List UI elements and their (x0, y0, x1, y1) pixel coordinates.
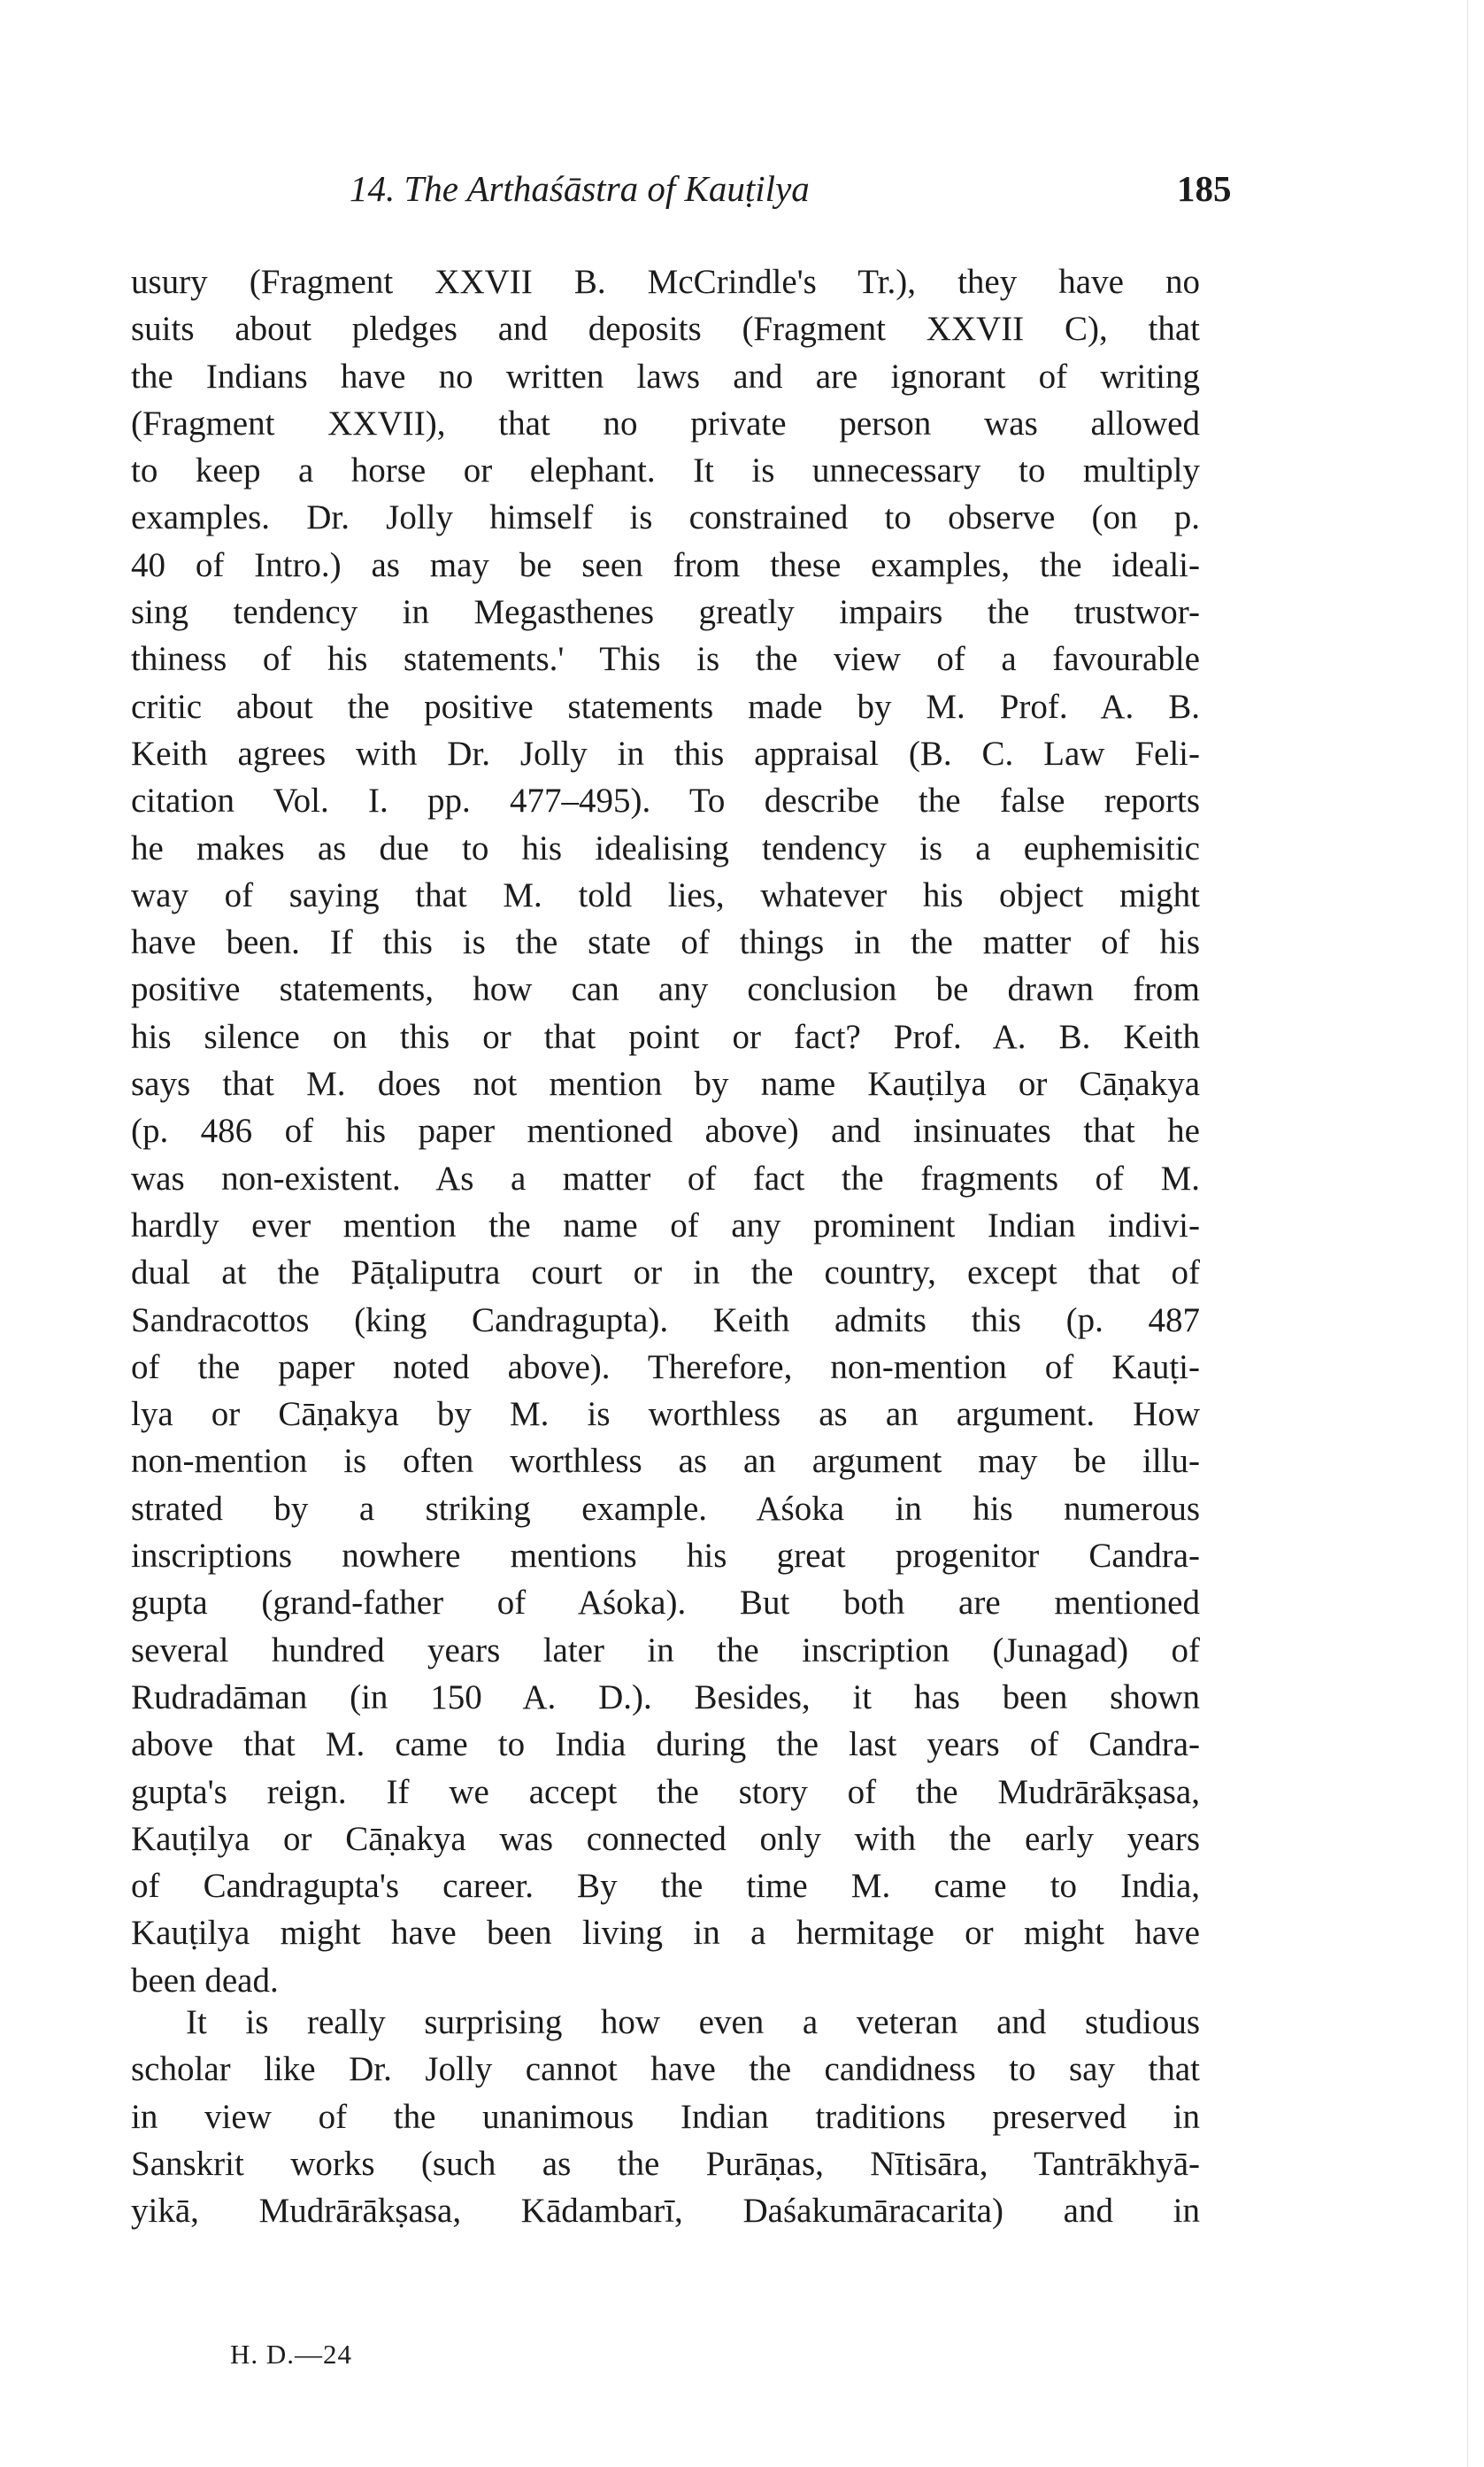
text-line: in view of the unanimous Indian traditions preserved in (131, 2097, 1200, 2136)
text-line: to keep a horse or elephant. It is unnecessary to multiply (131, 451, 1200, 490)
text-line: citation Vol. I. pp. 477–495). To describe the false reports (131, 782, 1200, 821)
text-line: he makes as due to his idealising tendency is a euphemisitic (131, 829, 1200, 867)
text-line: above that M. came to India during the last years of Candra- (131, 1725, 1200, 1764)
text-line: of the paper noted above). Therefore, non-mention of Kauṭi- (131, 1347, 1200, 1386)
text-line: thiness of his statements.' This is the view of a favourable (131, 640, 1200, 679)
running-header: 14. The Arthaśāstra of Kauṭilya (350, 168, 810, 209)
text-line: dual at the Pāṭaliputra court or in the country, except that of (131, 1253, 1200, 1292)
text-line: yikā, Mudrārākṣasa, Kādambarī, Daśakumāracarita) and in (131, 2192, 1200, 2231)
text-line: strated by a striking example. Aśoka in his numerous (131, 1489, 1200, 1528)
text-line: inscriptions nowhere mentions his great progenitor Candra- (131, 1537, 1200, 1576)
text-line: have been. If this is the state of things in the matter of his (131, 923, 1200, 962)
text-line: 40 of Intro.) as may be seen from these examples, the ideali- (131, 545, 1200, 584)
text-line: several hundred years later in the inscription (Junagad) of (131, 1631, 1200, 1669)
text-line: It is really surprising how even a veteran and studious (186, 2003, 1200, 2041)
text-line: (Fragment XXVII), that no private person was allowed (131, 404, 1200, 443)
text-line: his silence on this or that point or fact? Prof. A. B. Keith (131, 1017, 1200, 1056)
text-line: hardly ever mention the name of any prominent Indian indivi- (131, 1206, 1200, 1245)
text-line: lya or Cāṇakya by M. is worthless as an argument. How (131, 1395, 1200, 1434)
text-line: non-mention is often worthless as an argument may be illu- (131, 1442, 1200, 1481)
signature-mark: H. D.—24 (230, 2339, 353, 2370)
text-line: positive statements, how can any conclusion be drawn from (131, 970, 1200, 1009)
text-line: Rudradāman (in 150 A. D.). Besides, it has been shown (131, 1677, 1200, 1716)
text-line: suits about pledges and deposits (Fragment XXVII C), that (131, 310, 1200, 349)
paragraph-1 (131, 258, 1200, 2004)
text-line: scholar like Dr. Jolly cannot have the candidness to say that (131, 2050, 1200, 2089)
text-line: Keith agrees with Dr. Jolly in this appraisal (B. C. Law Feli- (131, 734, 1200, 773)
text-line: gupta (grand-father of Aśoka). But both are mentioned (131, 1584, 1200, 1623)
text-line: (p. 486 of his paper mentioned above) and insinuates that he (131, 1112, 1200, 1151)
text-line: the Indians have no written laws and are ignorant of writing (131, 357, 1200, 396)
text-line: usury (Fragment XXVII B. McCrindle's Tr.), they have no (131, 263, 1200, 301)
text-line: sing tendency in Megasthenes greatly impairs the trustwor- (131, 593, 1200, 632)
text-line: been dead. (131, 1961, 279, 2000)
text-line: says that M. does not mention by name Kauṭilya or Cāṇakya (131, 1065, 1200, 1104)
page-number: 185 (1177, 168, 1232, 209)
page-edge-rule (1467, 0, 1468, 2467)
text-line: Sandracottos (king Candragupta). Keith admits this (p. 487 (131, 1300, 1200, 1339)
paragraph-2 (131, 1999, 1200, 2234)
text-line: of Candragupta's career. By the time M. came to India, (131, 1867, 1200, 1906)
text-line: gupta's reign. If we accept the story of the Mudrārākṣasa, (131, 1772, 1200, 1811)
text-line: Kauṭilya might have been living in a hermitage or might have (131, 1914, 1200, 1953)
text-line: Sanskrit works (such as the Purāṇas, Nītisāra, Tantrākhyā- (131, 2144, 1200, 2183)
text-line: way of saying that M. told lies, whatever his object might (131, 875, 1200, 914)
text-line: was non-existent. As a matter of fact the fragments of M. (131, 1159, 1200, 1198)
text-line: critic about the positive statements made by M. Prof. A. B. (131, 687, 1200, 726)
text-line: examples. Dr. Jolly himself is constrained to observe (on p. (131, 498, 1200, 537)
text-line: Kauṭilya or Cāṇakya was connected only with the early years (131, 1819, 1200, 1858)
